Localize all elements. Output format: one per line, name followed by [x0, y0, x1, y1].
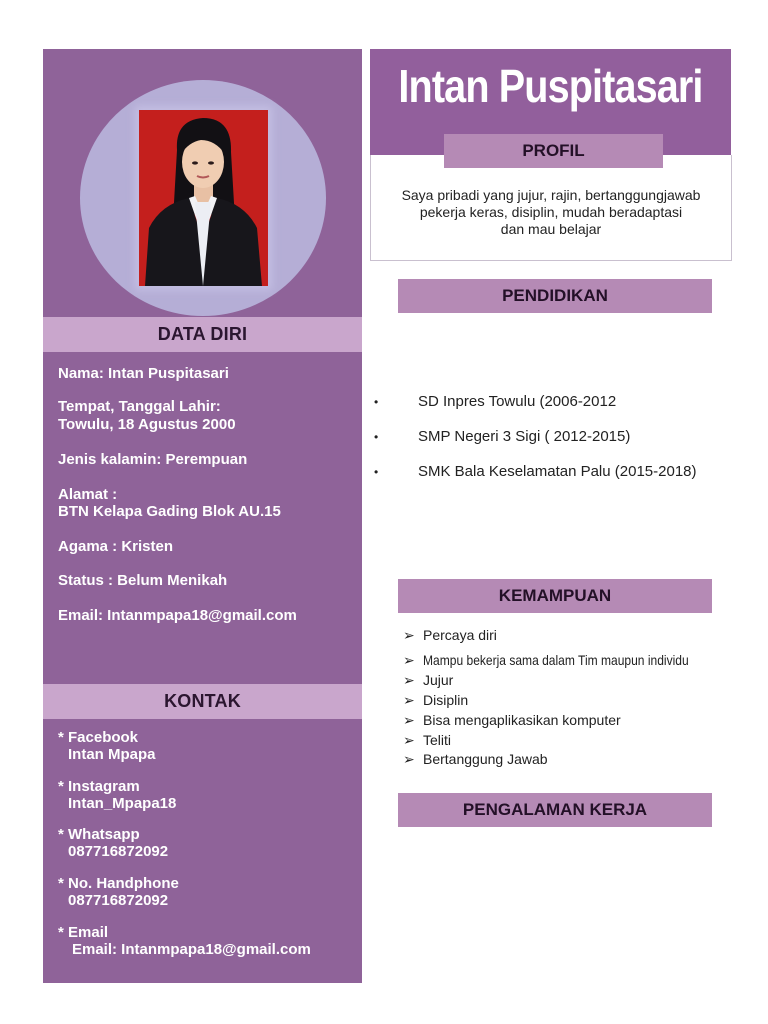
info-address-value: BTN Kelapa Gading Blok AU.15 — [58, 503, 281, 520]
info-birth-value: Towulu, 18 Agustus 2000 — [58, 416, 236, 433]
info-email: Email: Intanmpapa18@gmail.com — [58, 607, 297, 624]
pengalaman-kerja-header: PENGALAMAN KERJA — [398, 793, 712, 827]
skill-text: Mampu bekerja sama dalam Tim maupun individu — [423, 652, 689, 668]
arrow-bullet-icon: ➢ — [403, 652, 415, 668]
arrow-bullet-icon: ➢ — [403, 751, 415, 767]
skill-item — [403, 627, 497, 644]
data-diri-header: DATA DIRI — [43, 317, 362, 352]
photo-frame — [80, 80, 326, 316]
education-item — [374, 428, 630, 445]
education-text: SMP Negeri 3 Sigi ( 2012-2015) — [418, 428, 631, 445]
arrow-bullet-icon: ➢ — [403, 627, 415, 643]
kontak-header: KONTAK — [43, 684, 362, 719]
info-gender: Jenis kalamin: Perempuan — [58, 451, 248, 468]
bullet-icon: • — [374, 395, 379, 409]
contact-whatsapp — [58, 826, 168, 860]
contact-label: * Facebook — [58, 729, 139, 746]
contact-label: * Instagram — [58, 778, 140, 795]
skill-text: Disiplin — [423, 692, 469, 708]
arrow-bullet-icon: ➢ — [403, 692, 415, 708]
contact-label: * Email — [58, 924, 109, 941]
info-religion: Agama : Kristen — [58, 538, 174, 555]
profile-photo — [139, 110, 268, 286]
contact-instagram — [58, 778, 176, 812]
profile-summary — [376, 187, 726, 238]
contact-value: 087716872092 — [68, 892, 169, 909]
skill-text: Jujur — [423, 672, 454, 688]
kemampuan-header: KEMAMPUAN — [398, 579, 712, 613]
contact-label: * Whatsapp — [58, 826, 140, 843]
contact-email — [58, 924, 311, 958]
education-text: SD Inpres Towulu (2006-2012 — [418, 393, 617, 410]
skill-item — [403, 732, 451, 749]
education-item — [374, 463, 697, 480]
contact-value: Intan Mpapa — [68, 746, 156, 763]
contact-value: Intan_Mpapa18 — [68, 795, 177, 812]
profile-line: Saya pribadi yang jujur, rajin, bertanggungjawab — [401, 187, 701, 203]
skill-item — [403, 672, 453, 689]
contact-label: * No. Handphone — [58, 875, 179, 892]
arrow-bullet-icon: ➢ — [403, 712, 415, 728]
skill-text: Bisa mengaplikasikan komputer — [423, 712, 621, 728]
skill-item — [403, 712, 621, 729]
arrow-bullet-icon: ➢ — [403, 672, 415, 688]
arrow-bullet-icon: ➢ — [403, 732, 415, 748]
skill-text: Teliti — [423, 732, 452, 748]
profile-line: pekerja keras, disiplin, mudah beradaptasi — [419, 204, 683, 220]
skill-item — [403, 692, 468, 709]
info-birth-label: Tempat, Tanggal Lahir: — [58, 398, 221, 415]
info-address-label: Alamat : — [58, 486, 118, 503]
contact-phone — [58, 875, 179, 909]
skill-item — [403, 751, 548, 768]
education-item — [374, 393, 616, 410]
bullet-icon: • — [374, 465, 379, 479]
skill-text: Percaya diri — [423, 627, 497, 643]
skill-item — [403, 652, 732, 669]
contact-facebook — [58, 729, 156, 763]
skill-text: Bertanggung Jawab — [423, 751, 548, 767]
contact-value: Email: Intanmpapa18@gmail.com — [72, 941, 311, 958]
info-name: Nama: Intan Puspitasari — [58, 365, 229, 382]
left-sidebar — [43, 49, 362, 983]
education-text: SMK Bala Keselamatan Palu (2015-2018) — [418, 463, 697, 480]
contact-value: 087716872092 — [68, 843, 169, 860]
full-name: Intan Puspitasari — [398, 60, 703, 112]
profil-header: PROFIL — [444, 134, 663, 168]
profile-line: dan mau belajar — [500, 221, 602, 237]
info-status: Status : Belum Menikah — [58, 572, 228, 589]
pendidikan-header: PENDIDIKAN — [398, 279, 712, 313]
bullet-icon: • — [374, 430, 379, 444]
